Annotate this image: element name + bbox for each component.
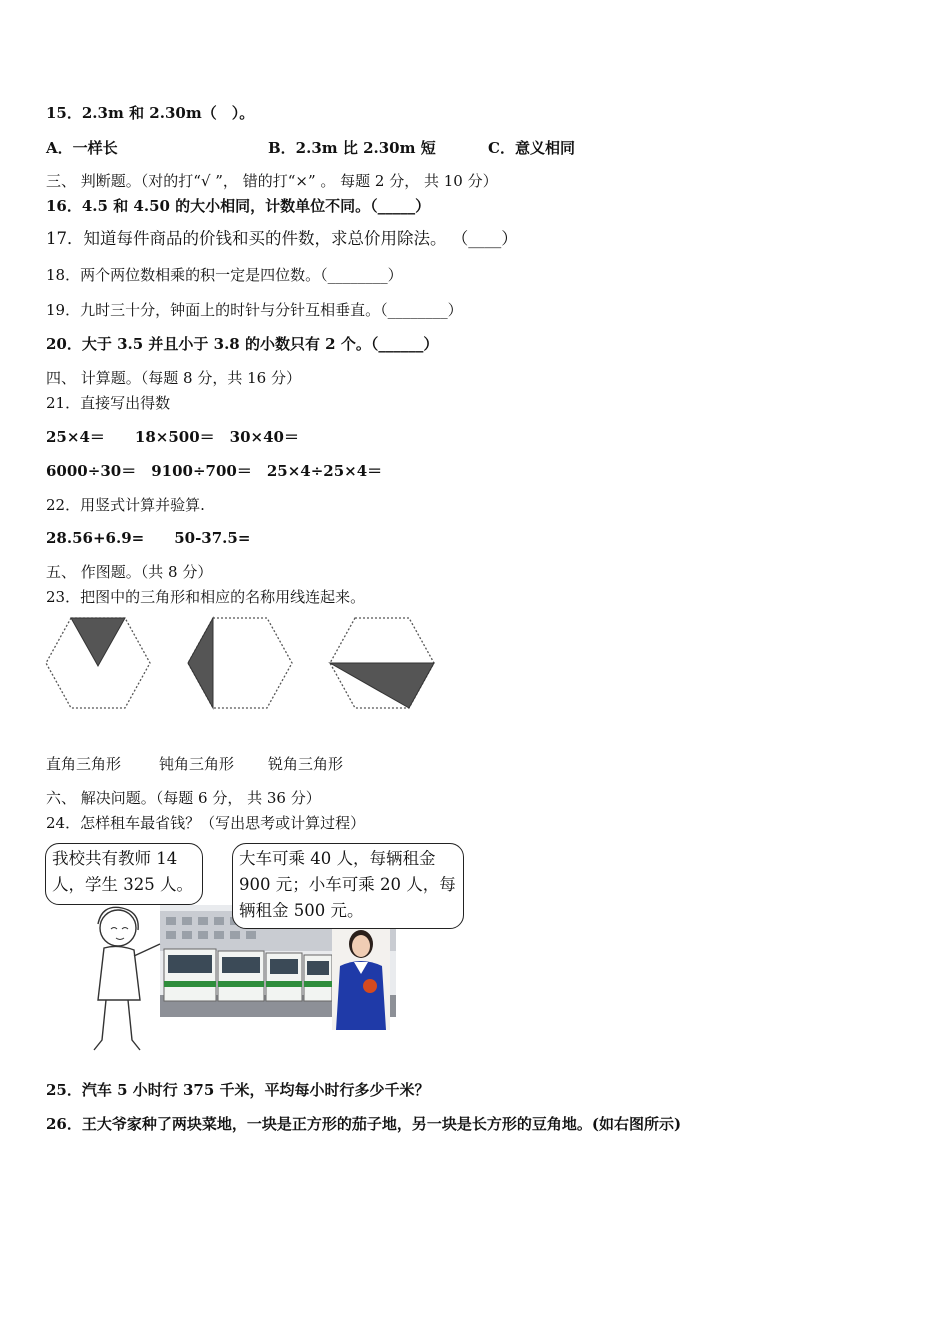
section-5-heading: 五、 作图题。（共 8 分） [46,563,213,581]
q17: 17．知道每件商品的价钱和买的件数，求总价用除法。 （____） [46,229,518,248]
label-acute-triangle: 锐角三角形 [268,755,344,773]
section-4-heading: 四、 计算题。（每题 8 分，共 16 分） [46,369,301,387]
label-right-triangle: 直角三角形 [46,755,122,773]
q22-stem: 22．用竖式计算并验算. [46,496,205,514]
q20: 20．大于 3.5 并且小于 3.8 的小数只有 2 个。（______） [46,335,439,353]
q24-stem: 24．怎样租车最省钱？（写出思考或计算过程） [46,814,366,832]
q21-stem: 21．直接写出得数 [46,394,171,412]
q21-row-2: 6000÷30＝ 9100÷700＝ 25×4÷25×4＝ [46,462,383,480]
q25: 25．汽车 5 小时行 375 千米，平均每小时行多少千米？ [46,1081,430,1099]
woman-driver-photo [332,926,390,1030]
hexagon-figure-3 [328,616,436,710]
section-3-heading: 三、 判断题。（对的打“√ ”， 错的打“×” 。 每题 2 分， 共 10 分） [46,172,498,190]
teacher-speech-bubble: 我校共有教师 14 人，学生 325 人。 [45,843,203,905]
q22-row: 28.56+6.9= 50-37.5= [46,529,251,547]
q15-stem: 15．2.3m 和 2.30m（ ）。 [46,104,255,122]
q21-row-1: 25×4＝ 18×500＝ 30×40＝ [46,428,299,446]
q18: 18．两个两位数相乘的积一定是四位数。（________） [46,266,403,284]
label-obtuse-triangle: 钝角三角形 [159,755,235,773]
q23-stem: 23．把图中的三角形和相应的名称用线连起来。 [46,588,366,606]
q15-option-b: B．2.3m 比 2.30m 短 [268,139,436,157]
q15-option-a: A．一样长 [46,139,118,157]
q19: 19．九时三十分，钟面上的时针与分针互相垂直。（________） [46,301,463,319]
driver-speech-bubble: 大车可乘 40 人，每辆租金 900 元；小车可乘 20 人，每辆租金 500 元。 [232,843,464,929]
section-6-heading: 六、 解决问题。（每题 6 分， 共 36 分） [46,789,321,807]
hexagon-figure-1 [44,616,152,710]
q16: 16．4.5 和 4.50 的大小相同，计数单位不同。（_____） [46,197,431,215]
hexagon-figure-2 [186,616,294,710]
q26: 26．王大爷家种了两块菜地，一块是正方形的茄子地，另一块是长方形的豆角地。(如右图所示) [46,1115,682,1133]
q15-option-c: C．意义相同 [488,139,575,157]
teacher-cartoon [78,900,164,1056]
